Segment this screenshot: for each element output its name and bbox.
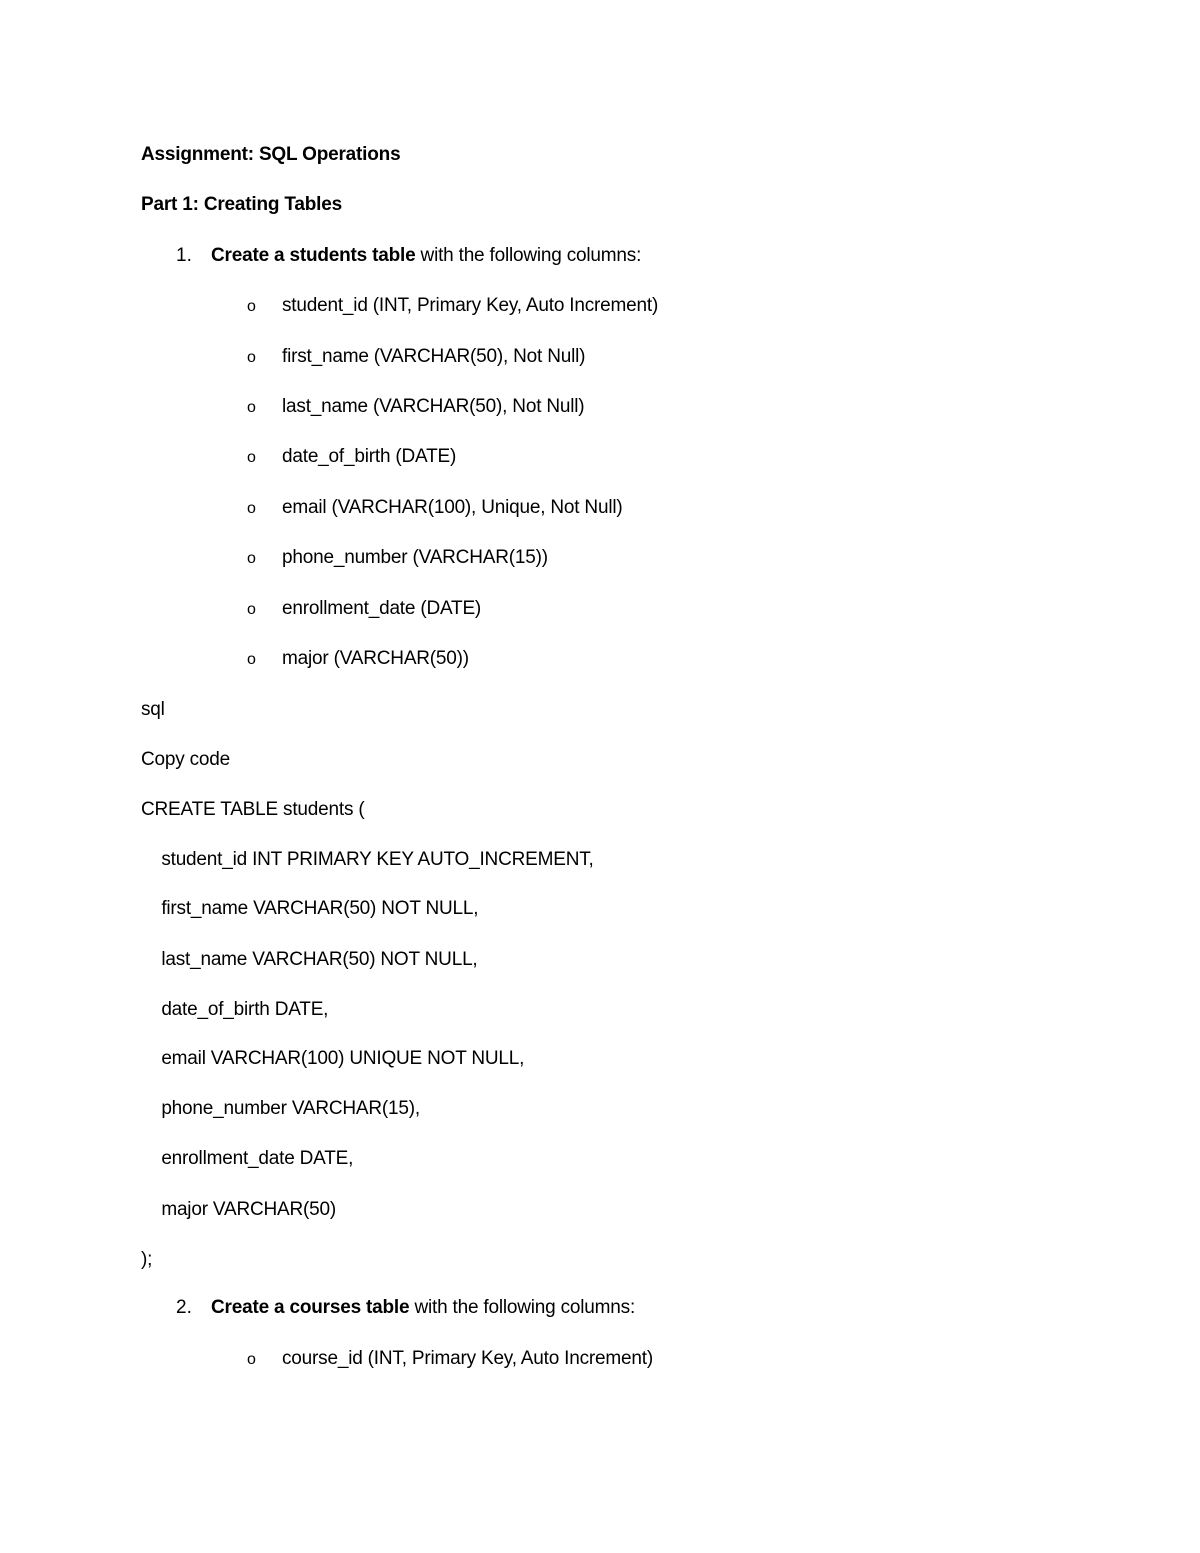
column-text: date_of_birth (DATE) <box>282 446 457 467</box>
code-line: enrollment_date DATE, <box>141 1148 354 1169</box>
code-line: email VARCHAR(100) UNIQUE NOT NULL, <box>141 1048 525 1069</box>
code-line: last_name VARCHAR(50) NOT NULL, <box>141 949 478 970</box>
bullet-icon: o <box>247 449 256 466</box>
copy-code-button[interactable]: Copy code <box>141 749 231 770</box>
column-text: email (VARCHAR(100), Unique, Not Null) <box>282 497 623 518</box>
column-text: first_name (VARCHAR(50), Not Null) <box>282 346 586 367</box>
bullet-icon: o <box>247 651 256 668</box>
code-language-label: sql <box>141 699 165 720</box>
list-number: 1. <box>176 245 192 266</box>
bullet-icon: o <box>247 349 256 366</box>
list-item-bold: Create a students table <box>211 245 416 266</box>
column-text: last_name (VARCHAR(50), Not Null) <box>282 396 585 417</box>
code-line: CREATE TABLE students ( <box>141 799 365 820</box>
code-line: phone_number VARCHAR(15), <box>141 1098 420 1119</box>
bullet-icon: o <box>247 601 256 618</box>
column-text: course_id (INT, Primary Key, Auto Increment) <box>282 1348 653 1369</box>
column-text: student_id (INT, Primary Key, Auto Increment) <box>282 295 659 316</box>
list-item-text <box>211 244 641 268</box>
part1-heading: Part 1: Creating Tables <box>141 194 342 215</box>
column-text: enrollment_date (DATE) <box>282 598 482 619</box>
code-line: student_id INT PRIMARY KEY AUTO_INCREMENT, <box>141 849 594 870</box>
bullet-icon: o <box>247 1351 256 1368</box>
list-item-rest: with the following columns: <box>409 1297 636 1318</box>
list-item-bold: Create a courses table <box>211 1297 410 1318</box>
bullet-icon: o <box>247 550 256 567</box>
code-line: date_of_birth DATE, <box>141 999 329 1020</box>
code-line: ); <box>141 1249 153 1270</box>
list-number: 2. <box>176 1297 192 1318</box>
list-item-rest: with the following columns: <box>415 245 642 266</box>
bullet-icon: o <box>247 399 256 416</box>
column-text: major (VARCHAR(50)) <box>282 648 469 669</box>
bullet-icon: o <box>247 298 256 315</box>
code-line: first_name VARCHAR(50) NOT NULL, <box>141 898 479 919</box>
list-item-text <box>211 1296 635 1320</box>
column-text: phone_number (VARCHAR(15)) <box>282 547 548 568</box>
bullet-icon: o <box>247 500 256 517</box>
code-line: major VARCHAR(50) <box>141 1199 336 1220</box>
document-title: Assignment: SQL Operations <box>141 144 401 165</box>
